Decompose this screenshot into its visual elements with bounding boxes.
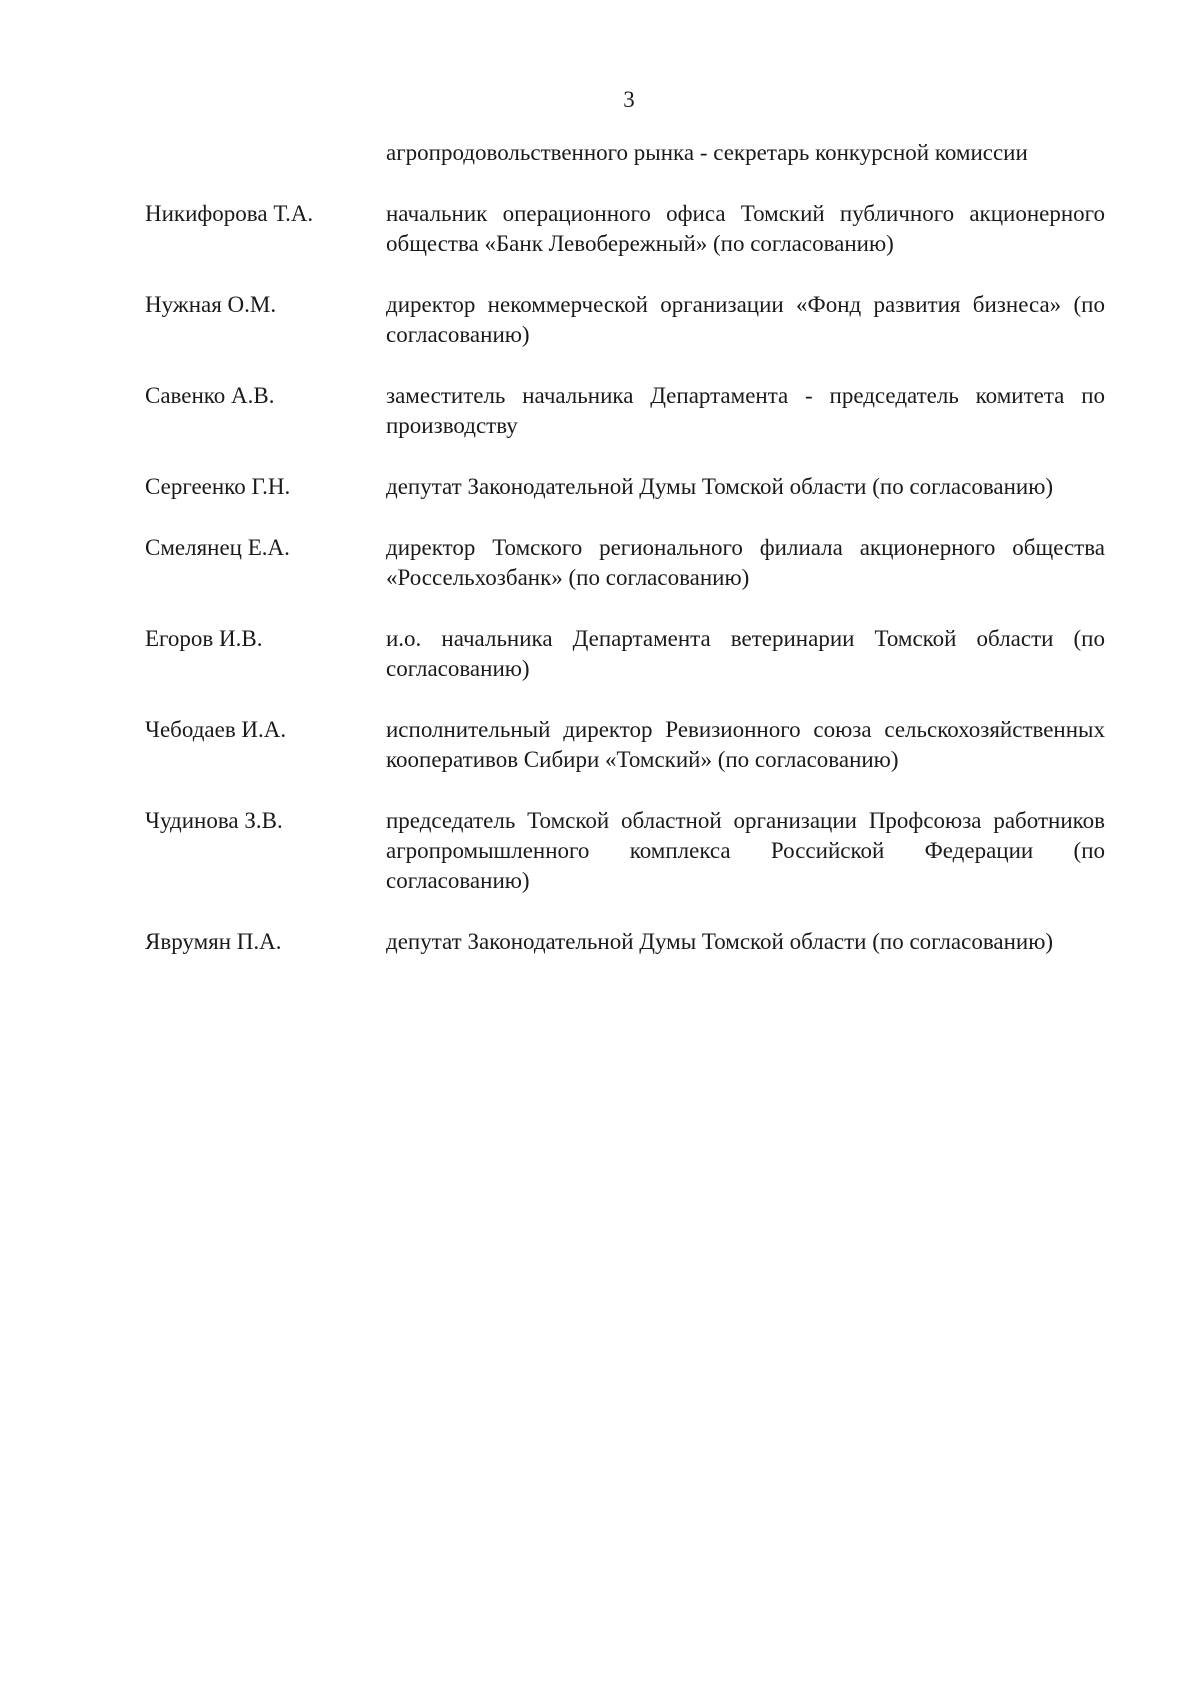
member-entry — [145, 927, 1105, 957]
member-entry — [145, 472, 1105, 502]
member-name: Смелянец Е.А. — [145, 535, 290, 560]
member-role: заместитель начальника Департамента - председатель комитета по производству — [386, 383, 1105, 438]
member-entry — [145, 199, 1105, 259]
member-role: директор некоммерческой организации «Фонд развития бизнеса» (по согласованию) — [386, 292, 1105, 347]
page-number: 3 — [623, 87, 635, 112]
member-name: Сергеенко Г.Н. — [145, 474, 291, 499]
commission-member-list — [145, 138, 1105, 957]
member-role: и.о. начальника Департамента ветеринарии Томской области (по согласованию) — [386, 626, 1105, 681]
member-entry — [145, 806, 1105, 896]
member-role: депутат Законодательной Думы Томской области (по согласованию) — [386, 929, 1054, 954]
member-name: Нужная О.М. — [145, 292, 277, 317]
member-name: Никифорова Т.А. — [145, 201, 314, 226]
member-entry — [145, 290, 1105, 350]
member-name: Чебодаев И.А. — [145, 717, 287, 742]
member-role: депутат Законодательной Думы Томской области (по согласованию) — [386, 474, 1054, 499]
member-role: агропродовольственного рынка - секретарь конкурсной комиссии — [386, 140, 1028, 165]
continuation-entry — [145, 138, 1105, 168]
member-name: Яврумян П.А. — [145, 929, 282, 954]
member-role: исполнительный директор Ревизионного союза сельскохозяйственных кооперативов Сибири «Томский» (по согласованию) — [386, 717, 1105, 772]
member-role: начальник операционного офиса Томский публичного акционерного общества «Банк Левобережный» (по согласованию) — [386, 201, 1105, 256]
member-entry — [145, 715, 1105, 775]
member-entry — [145, 624, 1105, 684]
member-name: Чудинова З.В. — [145, 808, 283, 833]
member-role: председатель Томской областной организации Профсоюза работников агропромышленного комплекса Российской Федерации (по согласованию) — [386, 808, 1105, 893]
member-name: Савенко А.В. — [145, 383, 275, 408]
member-role: директор Томского регионального филиала акционерного общества «Россельхозбанк» (по согласованию) — [386, 535, 1105, 590]
member-entry — [145, 533, 1105, 593]
member-entry — [145, 381, 1105, 441]
member-name: Егоров И.В. — [145, 626, 263, 651]
